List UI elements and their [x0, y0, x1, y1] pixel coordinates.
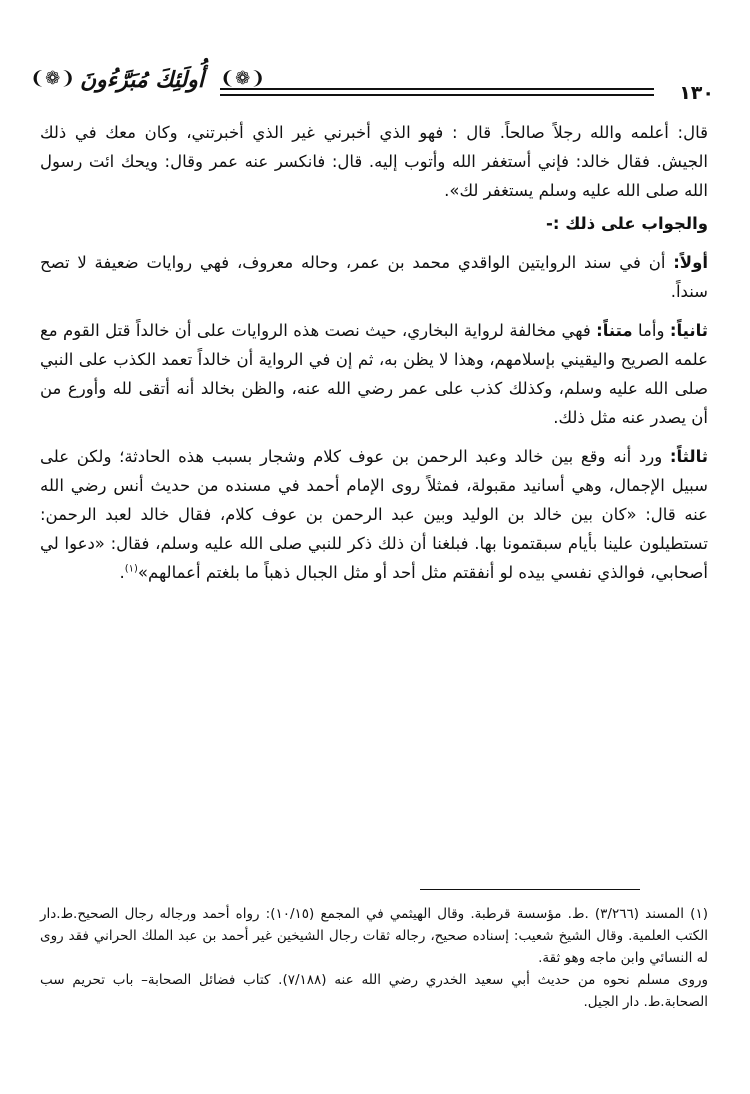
paragraph-first [40, 248, 708, 306]
point-text-second-mid: وأما [632, 321, 670, 340]
point-text-third-end: . [119, 563, 125, 582]
point-text-second: فهي مخالفة لرواية البخاري، حيث نصت هذه الروايات على أن خالداً قتل القوم مع علمه الصريح واليقيني بإسلامهم، وهذا لا يظن به، ثم إن في الرواية أن خالداً تعمد الكذب على النبي صلى الله عليه وسلم، وكذلك كذب على عمر رضي الله عنه، والظن بخالد أنه أتقى لله وأورع من أن يصدر عنه مثل ذلك. [40, 321, 708, 427]
footnote-separator [420, 889, 640, 890]
point-label-third: ثالثاً: [669, 447, 708, 466]
book-title: أُولَئِكَ مُبَرَّءُونَ [80, 67, 204, 93]
header-ornament-right-icon: ❨❁❩ [220, 68, 266, 89]
footnote-1-continued: وروى مسلم نحوه من حديث أبي سعيد الخدري رضي الله عنه (٧/١٨٨). كتاب فضائل الصحابة– باب تحريم سب الصحابة.ط. دار الجيل. [40, 972, 709, 1010]
main-text [40, 118, 708, 597]
point-label-second: ثانياً: [669, 321, 708, 340]
section-heading: والجواب على ذلك :- [546, 214, 708, 233]
running-header [30, 58, 720, 102]
footnotes [40, 903, 708, 1013]
footnote-reference: (١) [124, 563, 138, 575]
paragraph-continuation: قال: أعلمه والله رجلاً صالحاً. قال : فهو الذي أخبرني غير الذي أخبرتني، وكان معك في ذلك الجيش. فقال خالد: فإني أستغفر الله وأتوب إليه. قال: فانكسر عنه عمر وقال: ويحك ائت رسول الله صلى الله عليه وسلم يستغفر لك». [40, 123, 708, 200]
point-text-third: ورد أنه وقع بين خالد وعبد الرحمن بن عوف كلام وشجار بسبب هذه الحادثة؛ ولكن على سبيل الإجمال، وهي أسانيد مقبولة، فمثلاً روى الإمام أحمد في مسنده من حديث أنس رضي الله عنه قال: «كان بين خالد بن الوليد وبين عبد الرحمن بن عوف كلام، فقال خالد لعبد الرحمن: تستطيلون علينا بأيام سبقتمونا بها. فبلغنا أن ذلك ذكر للنبي صلى الله عليه وسلم، فقال: «دعوا لي أصحابي، فوالذي نفسي بيده لو أنفقتم مثل أحد أو مثل الجبال ذهباً ما بلغتم أعمالهم» [40, 447, 708, 582]
footnote-1: (١) المسند (٣/٢٦٦) .ط. مؤسسة قرطبة. وقال الهيثمي في المجمع (١٠/١٥): رواه أحمد ورجاله رجال الصحيح.ط.دار الكتب العلمية. وقال الشيخ شعيب: إسناده صحيح، رجاله ثقات رجال الشيخين غير أحمد بن عبد الملك الحراني فقد روى له النسائي وابن ماجه وهو ثقة. [40, 906, 708, 966]
header-rule [220, 88, 654, 96]
header-ornament-left-icon: ❨❁❩ [30, 68, 76, 89]
point-label-second-matn: متناً: [596, 321, 633, 340]
page-number: ١٣٠ [679, 82, 714, 104]
paragraph-third [40, 442, 708, 587]
paragraph-second [40, 316, 708, 432]
point-text-first: أن في سند الروايتين الواقدي محمد بن عمر، وحاله معروف، فهي روايات ضعيفة لا تصح سنداً. [40, 253, 708, 301]
point-label-first: أولاً: [673, 253, 708, 272]
